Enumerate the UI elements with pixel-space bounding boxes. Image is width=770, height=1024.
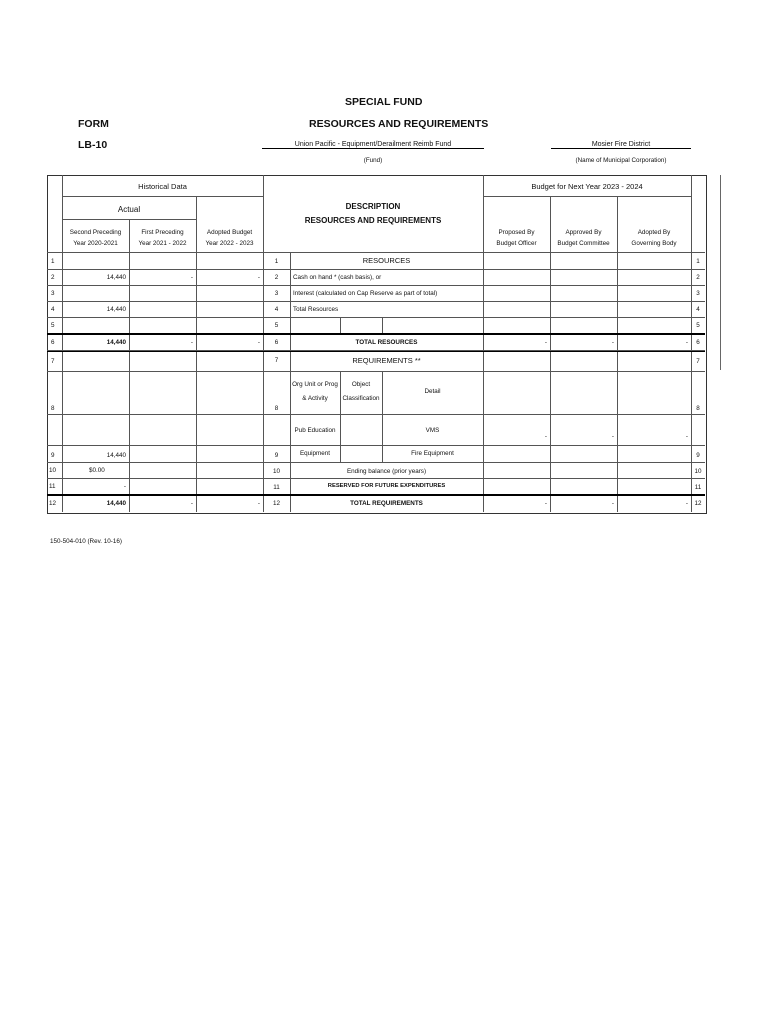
row-number: 8 <box>274 405 279 412</box>
row-number: 2 <box>274 274 279 281</box>
classification-label: Classification <box>342 395 380 402</box>
form-label: FORM <box>78 118 109 130</box>
budget-officer-header: Budget Officer <box>496 240 537 247</box>
equipment-second-preceding: 14,440 <box>106 452 126 459</box>
special-fund-title: SPECIAL FUND <box>345 96 423 108</box>
first-preceding-year: Year 2021 - 2022 <box>138 240 187 247</box>
district-name: Mosier Fire District <box>551 141 691 149</box>
row-number: 5 <box>51 322 55 329</box>
adopted-budget-header: Adopted Budget <box>206 229 253 236</box>
fire-equipment-label: Fire Equipment <box>411 450 454 457</box>
total-requirements-proposed: - <box>544 500 547 507</box>
ending-balance-second-preceding: $0.00 <box>89 467 105 474</box>
vms-proposed: - <box>544 433 547 440</box>
total-resources-small-label: Total Resources <box>293 306 339 313</box>
total-requirements-approved: - <box>611 500 614 507</box>
row-number: 4 <box>51 306 55 313</box>
adopted-by-header: Adopted By <box>637 229 671 236</box>
historical-data-header: Historical Data <box>138 182 187 191</box>
second-preceding-header: Second Preceding <box>69 229 122 236</box>
first-preceding-header: First Preceding <box>141 229 184 236</box>
total-resources-adopted-by: - <box>685 339 688 346</box>
resources-label: RESOURCES <box>362 256 411 265</box>
governing-body-header: Governing Body <box>631 240 677 247</box>
row-number: 7 <box>696 358 700 365</box>
row-number: 1 <box>51 258 55 265</box>
total-requirements-adopted-by: - <box>685 500 688 507</box>
row-number: 10 <box>49 467 57 474</box>
total-resources-approved: - <box>611 339 614 346</box>
adopted-budget-year: Year 2022 - 2023 <box>205 240 254 247</box>
vms-adopted-by: - <box>685 433 688 440</box>
fund-caption: (Fund) <box>363 157 383 164</box>
row-number: 1 <box>274 258 279 265</box>
row-number: 4 <box>696 306 700 313</box>
total-resources-label: TOTAL RESOURCES <box>355 339 418 346</box>
row-number: 6 <box>51 339 55 346</box>
actual-header: Actual <box>117 205 141 214</box>
total-requirements-second: 14,440 <box>106 500 126 507</box>
row-number: 7 <box>51 358 55 365</box>
object-label: Object <box>351 381 371 388</box>
row-number: 6 <box>696 339 700 346</box>
org-unit-label: Org Unit or Prog <box>292 381 338 388</box>
total-requirements-first: - <box>190 500 193 507</box>
row-number: 5 <box>274 322 279 329</box>
description-header: DESCRIPTION <box>345 202 401 211</box>
total-resources-value-first: - <box>190 339 193 346</box>
description-subheader: RESOURCES AND REQUIREMENTS <box>304 216 442 225</box>
row-number: 7 <box>274 357 279 364</box>
row-number: 12 <box>694 500 702 507</box>
total-requirements-label: TOTAL REQUIREMENTS <box>350 500 423 507</box>
cash-second-preceding: 14,440 <box>106 274 126 281</box>
cash-first-preceding: - <box>190 274 193 281</box>
vms-approved: - <box>611 433 614 440</box>
row-number: 3 <box>51 290 55 297</box>
row-number: 4 <box>274 306 279 313</box>
second-preceding-year: Year 2020-2021 <box>73 240 118 247</box>
pub-education-label: Pub Education <box>294 427 336 434</box>
total-resources-value-second: 14,440 <box>106 339 126 346</box>
total-requirements-adopted: - <box>257 500 260 507</box>
row-number: 11 <box>273 484 280 491</box>
row-number: 5 <box>696 322 700 329</box>
form-number: LB-10 <box>78 139 108 151</box>
row-number: 9 <box>274 452 279 459</box>
budget-next-year-header: Budget for Next Year 2023 - 2024 <box>531 182 643 191</box>
reserved-second-preceding: - <box>123 483 126 490</box>
vms-label: VMS <box>425 427 440 434</box>
cash-on-hand-label: Cash on hand * (cash basis), or <box>293 274 382 281</box>
row-number: 12 <box>272 500 280 507</box>
row-number: 2 <box>51 274 55 281</box>
row-number: 3 <box>274 290 279 297</box>
approved-by-header: Approved By <box>565 229 602 236</box>
row-number: 10 <box>272 468 280 475</box>
row-number: 8 <box>51 405 55 412</box>
equipment-label: Equipment <box>299 450 331 457</box>
row-number: 8 <box>696 405 700 412</box>
activity-label: & Activity <box>302 395 328 402</box>
ending-balance-label: Ending balance (prior years) <box>346 468 427 475</box>
cash-adopted: - <box>257 274 260 281</box>
total-resources-proposed: - <box>544 339 547 346</box>
row-number: 9 <box>696 452 700 459</box>
row-number: 11 <box>49 483 56 490</box>
row-number: 2 <box>696 274 700 281</box>
row-number: 12 <box>49 500 57 507</box>
proposed-by-header: Proposed By <box>498 229 535 236</box>
total-resources-value-adopted: - <box>257 339 260 346</box>
row-number: 9 <box>51 452 55 459</box>
detail-label: Detail <box>424 388 441 395</box>
reserved-label: RESERVED FOR FUTURE EXPENDITURES <box>327 483 446 489</box>
row-number: 10 <box>694 468 702 475</box>
row-number: 6 <box>274 339 279 346</box>
row-number: 3 <box>696 290 700 297</box>
budget-committee-header: Budget Committee <box>557 240 610 247</box>
interest-label: Interest (calculated on Cap Reserve as part of total) <box>293 290 438 297</box>
resources-requirements-title: RESOURCES AND REQUIREMENTS <box>309 118 489 130</box>
fund-name: Union Pacific - Equipment/Derailment Reimb Fund <box>262 141 484 149</box>
district-caption: (Name of Municipal Corporation) <box>575 157 667 164</box>
form-revision-footer: 150-504-010 (Rev. 10-16) <box>50 538 122 545</box>
requirements-label: REQUIREMENTS ** <box>352 356 421 365</box>
row-number: 1 <box>696 258 700 265</box>
total-resources-second-preceding: 14,440 <box>106 306 126 313</box>
row-number: 11 <box>694 484 702 491</box>
